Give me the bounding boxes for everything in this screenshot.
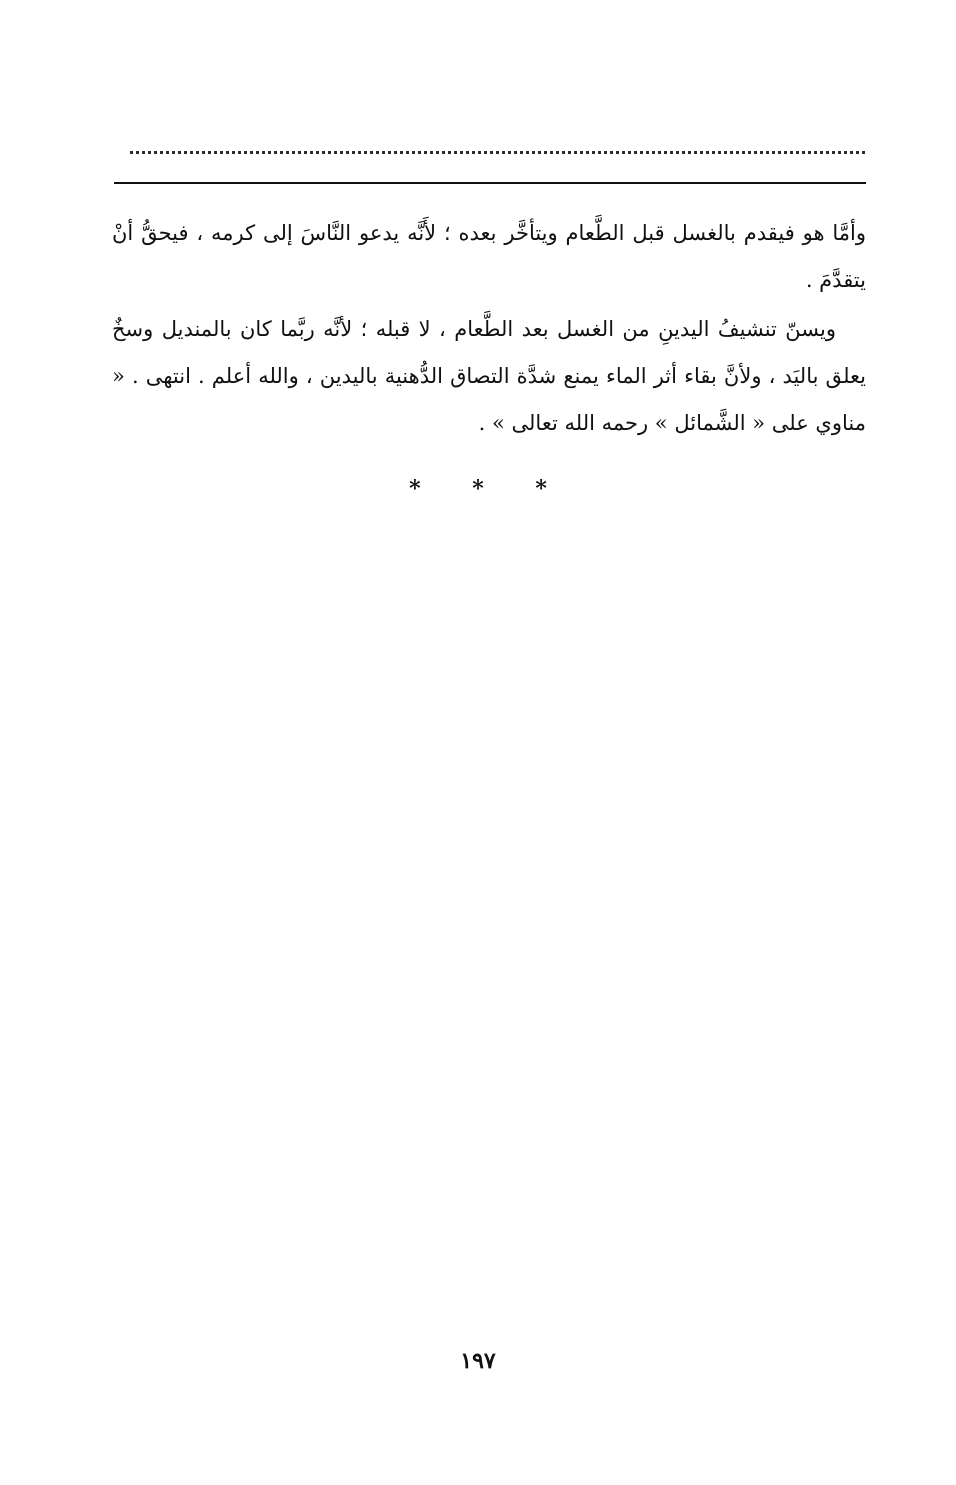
- footnote-paragraph: ويسنّ تنشيفُ اليدينِ من الغسل بعد الطَّعام ، لا قبله ؛ لأنَّه ربَّما كان بالمنديل وسخٌ يعلق باليَد ، ولأنَّ بقاء أثر الماء يمنع شدَّة التصاق الدُّهنية باليدين ، والله أعلم . انتهى . « مناوي على « الشَّمائل » رحمه الله تعالى » .: [112, 317, 866, 435]
- footnote-section: [112, 210, 866, 447]
- footnote-rule: [114, 182, 866, 184]
- page-number: ١٩٧: [460, 1348, 496, 1374]
- section-separator-asterisks: * * *: [409, 476, 569, 502]
- dotted-separator-line: [130, 151, 865, 154]
- footnote-paragraph: وأمَّا هو فيقدم بالغسل قبل الطَّعام ويتأخَّر بعده ؛ لأَنَّه يدعو النَّاسَ إلى كرمه ، فيحقُّ أنْ يتقدَّمَ .: [112, 221, 866, 292]
